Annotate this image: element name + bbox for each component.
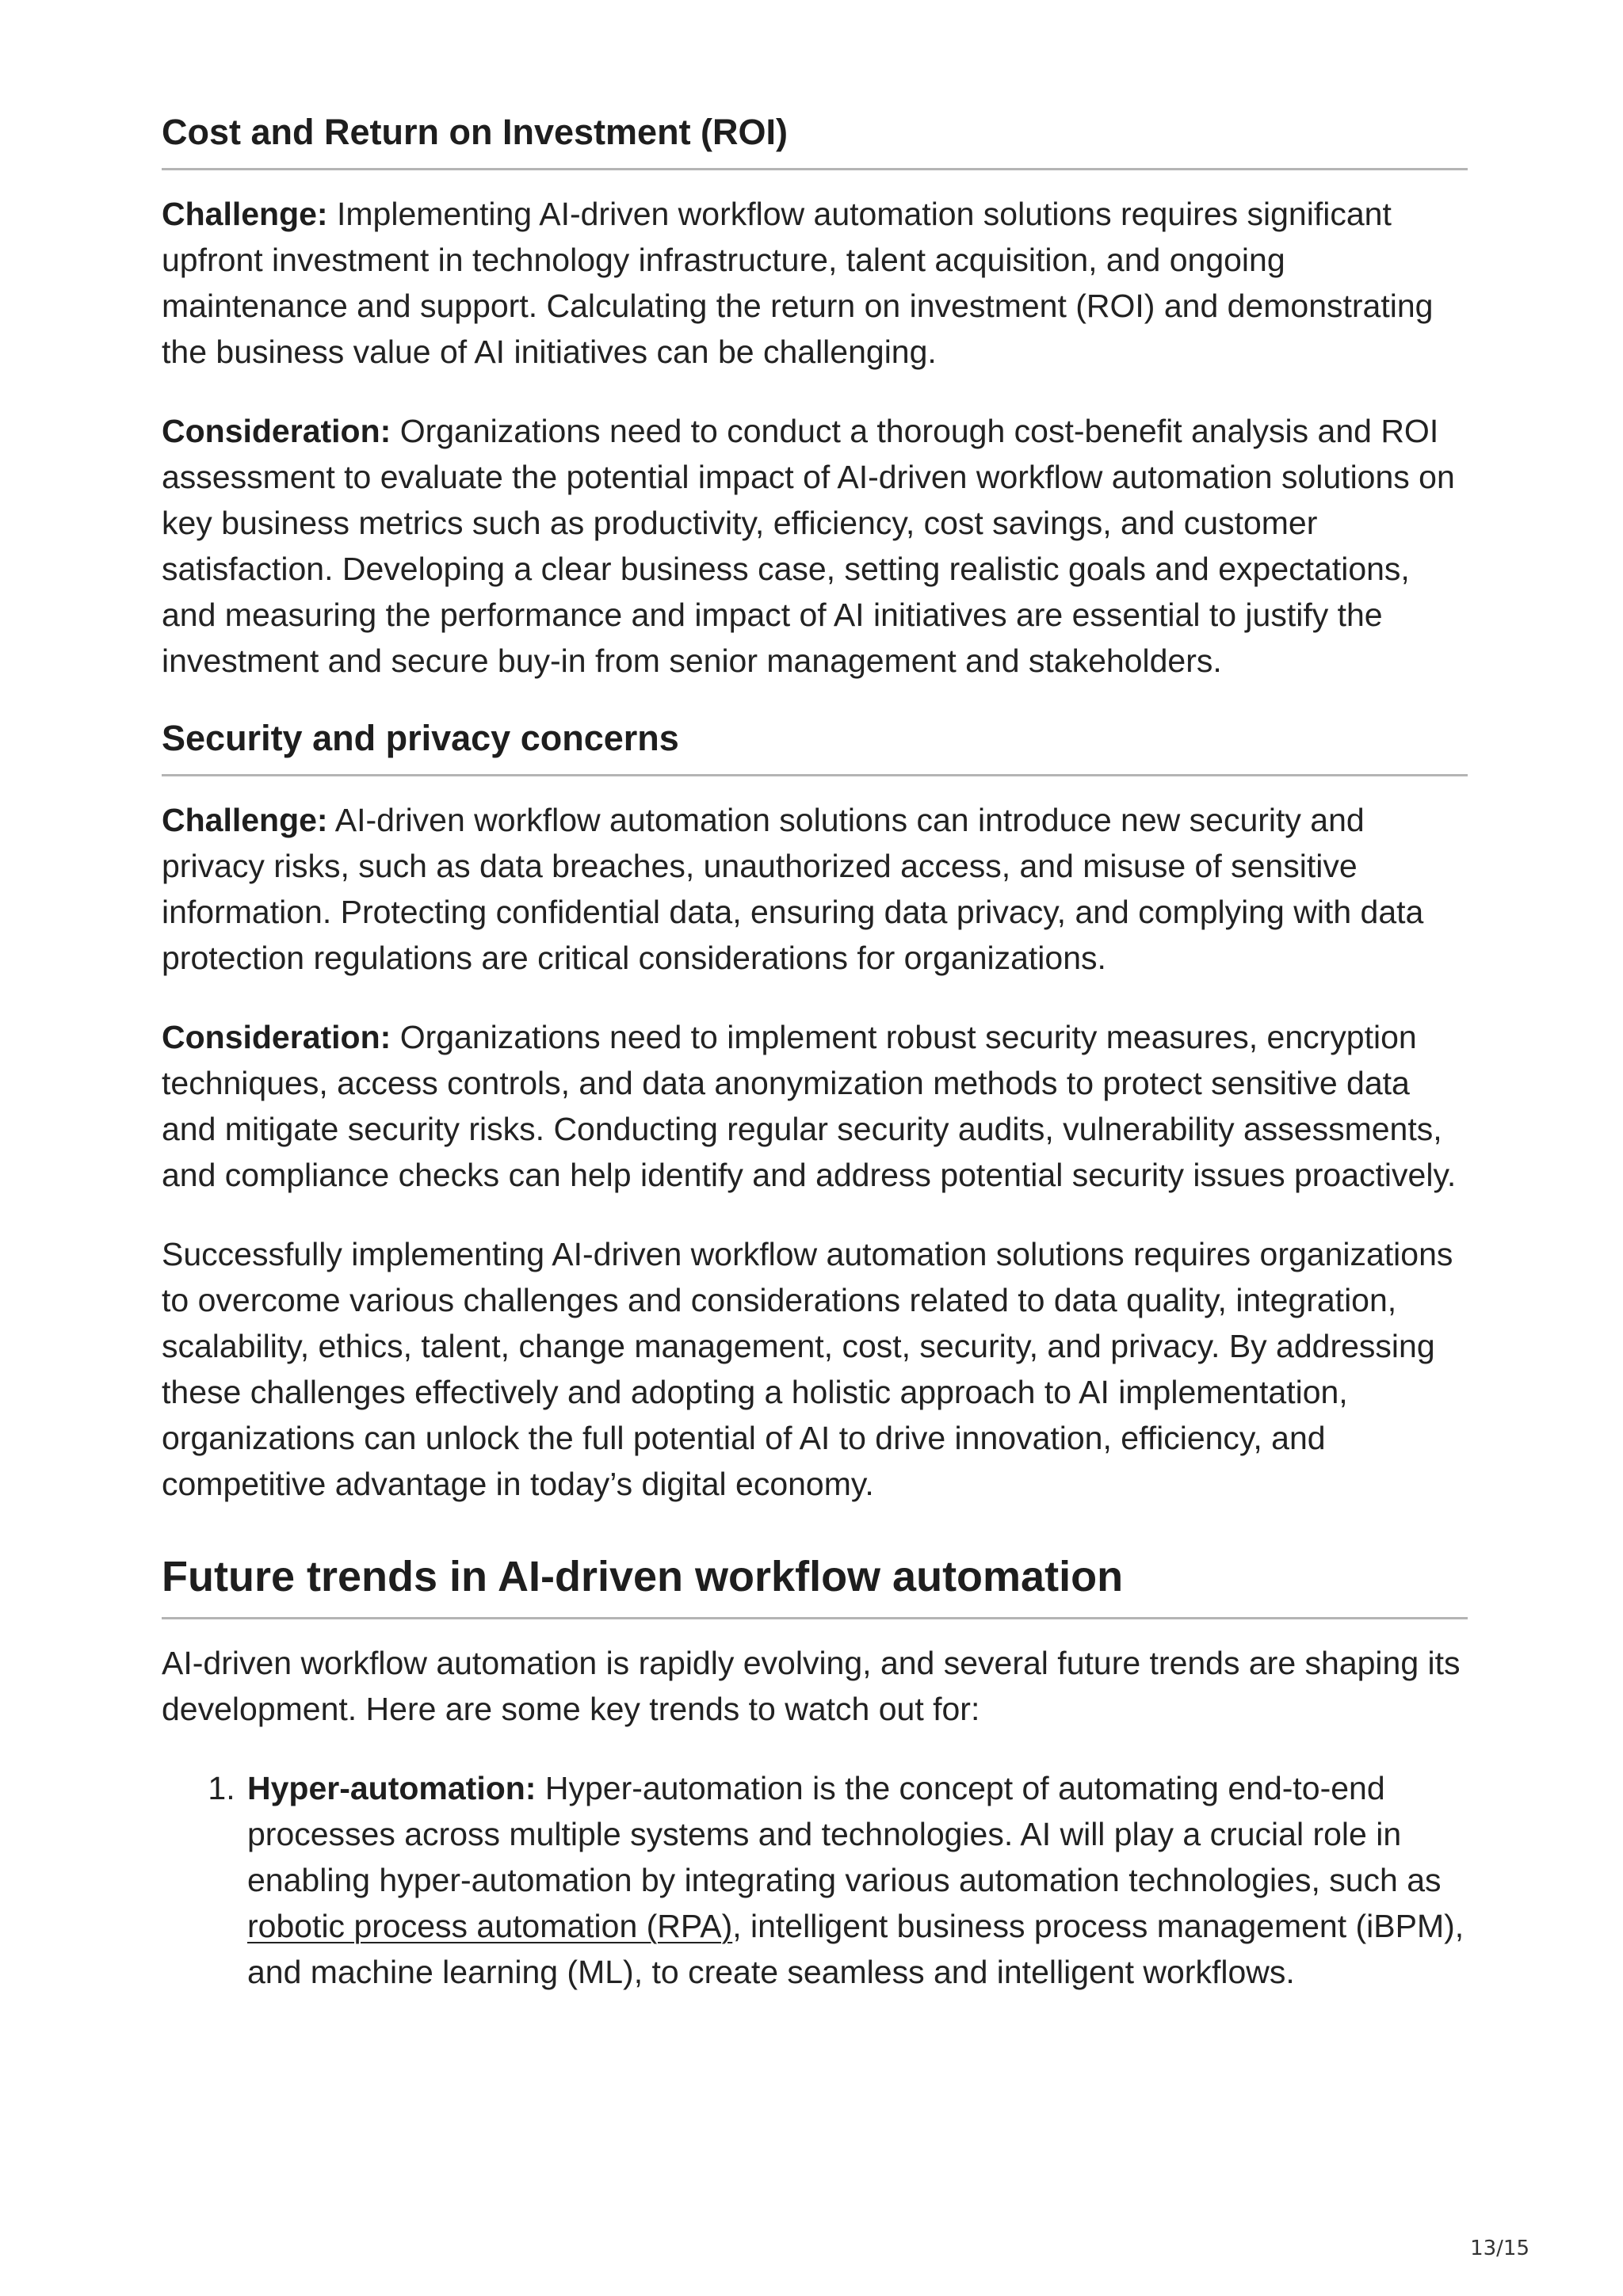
future-intro-paragraph: AI-driven workflow automation is rapidly evolving, and several future trends are shaping its development. Here are some key trends to watch out for:: [162, 1644, 1461, 1727]
challenge-text: Implementing AI-driven workflow automation solutions requires significant upfront investment in technology infrastructure, talent acquisition, and ongoing maintenance and support. Calculating the return on investment (ROI) and demonstrating the business value of AI initiatives can be challenging.: [162, 196, 1434, 370]
section-heading-future-trends: Future trends in AI-driven workflow automation: [162, 1551, 1468, 1619]
consideration-text: Organizations need to conduct a thorough cost-benefit analysis and ROI assessment to evaluate the potential impact of AI-driven workflow automation solutions on key business metrics such as productivity, efficiency, cost savings, and customer satisfaction. Developing a clear business case, setting realistic goals and expectations, and measuring the performance and impact of AI initiatives are essential to justify the investment and secure buy-in from senior management and stakeholders.: [162, 413, 1455, 679]
security-challenge-paragraph: [162, 797, 1468, 981]
security-consideration-paragraph: [162, 1014, 1468, 1198]
page-number: 13/15: [1470, 2237, 1529, 2260]
trend-text: Hyper-automation is the concept of automating end-to-end processes across multiple systems and technologies. AI will play a crucial role in enabling hyper-automation by integrating various automation technologies, such as: [247, 1769, 1442, 1898]
list-item: [244, 1765, 1468, 1995]
section-heading-roi: Cost and Return on Investment (ROI): [162, 111, 1468, 170]
roi-consideration-paragraph: [162, 408, 1468, 684]
trend-text-continued: , intelligent business process management (iBPM), and machine learning (ML), to create seamless and intelligent workflows.: [247, 1907, 1465, 1990]
summary-paragraph: Successfully implementing AI-driven workflow automation solutions requires organizations to overcome various challenges and considerations related to data quality, integration, scalability, ethics, talent, change management, cost, security, and privacy. By addressing these challenges effectively and adopting a holistic approach to AI implementation, organizations can unlock the full potential of AI to drive innovation, efficiency, and competitive advantage in today’s digital economy.: [162, 1236, 1453, 1502]
roi-challenge-paragraph: [162, 191, 1468, 375]
challenge-text: AI-driven workflow automation solutions can introduce new security and privacy risks, such as data breaches, unauthorized access, and misuse of sensitive information. Protecting confidential data, ensuring data privacy, and complying with data protection regulations are critical considerations for organizations.: [162, 802, 1424, 976]
document-page: [162, 111, 1468, 1995]
trend-label: Hyper-automation:: [247, 1769, 537, 1806]
consideration-label: Consideration:: [162, 413, 391, 449]
consideration-text: Organizations need to implement robust security measures, encryption techniques, access controls, and data anonymization methods to protect sensitive data and mitigate security risks. Conducting regular security audits, vulnerability assessments, and compliance checks can help identify and address potential security issues proactively.: [162, 1019, 1457, 1193]
future-trends-list: [162, 1765, 1468, 1995]
challenge-label: Challenge:: [162, 196, 328, 232]
rpa-link[interactable]: robotic process automation (RPA): [247, 1907, 733, 1944]
section-heading-security: Security and privacy concerns: [162, 717, 1468, 776]
consideration-label: Consideration:: [162, 1019, 391, 1055]
challenge-label: Challenge:: [162, 802, 328, 838]
